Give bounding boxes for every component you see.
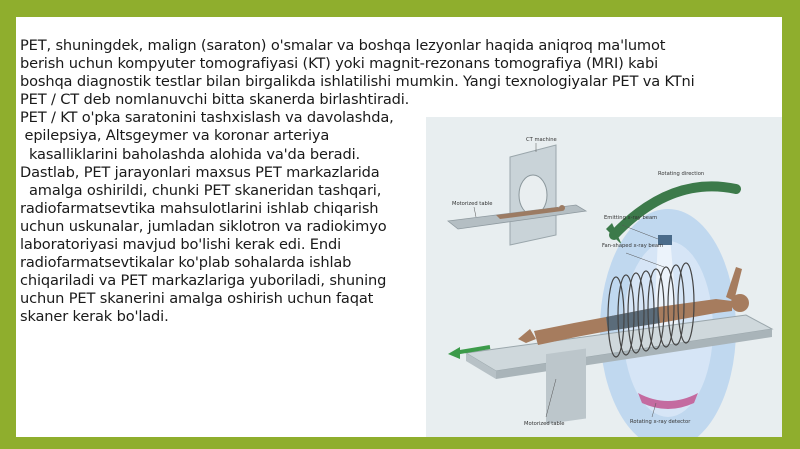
- ct-machine-label: CT machine: [526, 137, 557, 143]
- text-line: amalga oshirildi, chunki PET skaneridan tashqari,: [20, 181, 382, 199]
- text-line: radiofarmatsevtika mahsulotlarini ishlab chiqarish: [20, 199, 379, 217]
- motorized-table-label-top: Motorized table: [452, 201, 493, 207]
- slide-panel: [16, 17, 782, 437]
- text-line: berish uchun kompyuter tomografiyasi (KT) yoki magnit-rezonans tomografiya (MRI) kabi: [20, 55, 658, 73]
- text-line: Dastlab, PET jarayonlari maxsus PET markazlarida: [20, 163, 380, 181]
- emitting-x-ray-label: Emitting x-ray beam: [604, 215, 658, 221]
- text-line: PET / CT deb nomlanuvchi bitta skanerda birlashtiradi.: [20, 91, 410, 109]
- text-line: PET / KT o'pka saratonini tashxislash va davolashda,: [20, 109, 394, 127]
- text-line: chiqariladi va PET markazlariga yuboriladi, shuning: [20, 272, 387, 290]
- inset-patient-head: [559, 205, 565, 211]
- rotating-detector-label: Rotating x-ray detector: [630, 419, 691, 425]
- ct-scanner-svg: [426, 117, 782, 437]
- text-line: skaner kerak bo'ladi.: [20, 308, 169, 326]
- patient-feet: [518, 329, 536, 343]
- text-line: uchun PET skanerini amalga oshirish uchun faqat: [20, 290, 374, 308]
- text-line: laboratoriyasi mavjud bo'lishi kerak edi. Endi: [20, 236, 341, 254]
- text-line: radiofarmatsevtikalar ko'plab sohalarda ishlab: [20, 254, 352, 272]
- text-line: epilepsiya, Altsgeymer va koronar arteriya: [20, 127, 330, 145]
- ct-machine-inset: [448, 137, 586, 245]
- text-line: boshqa diagnostik testlar bilan birgalikda ishlatilishi mumkin. Yangi texnologiyalar PET va KTni: [20, 73, 695, 91]
- rotating-direction-label: Rotating direction: [658, 171, 705, 177]
- table-base: [546, 349, 586, 425]
- fan-shaped-x-ray-label: Fan-shaped x-ray beam: [602, 243, 664, 249]
- ct-scanner-illustration: [426, 117, 782, 437]
- text-line: uchun uskunalar, jumladan siklotron va radiokimyo: [20, 217, 387, 235]
- text-line: kasalliklarini baholashda alohida va'da beradi.: [20, 145, 360, 163]
- motorized-table-label-bottom: Motorized table: [524, 421, 565, 427]
- text-line: PET, shuningdek, malign (saraton) o'smalar va boshqa lezyonlar haqida aniqroq ma'lumot: [20, 37, 666, 54]
